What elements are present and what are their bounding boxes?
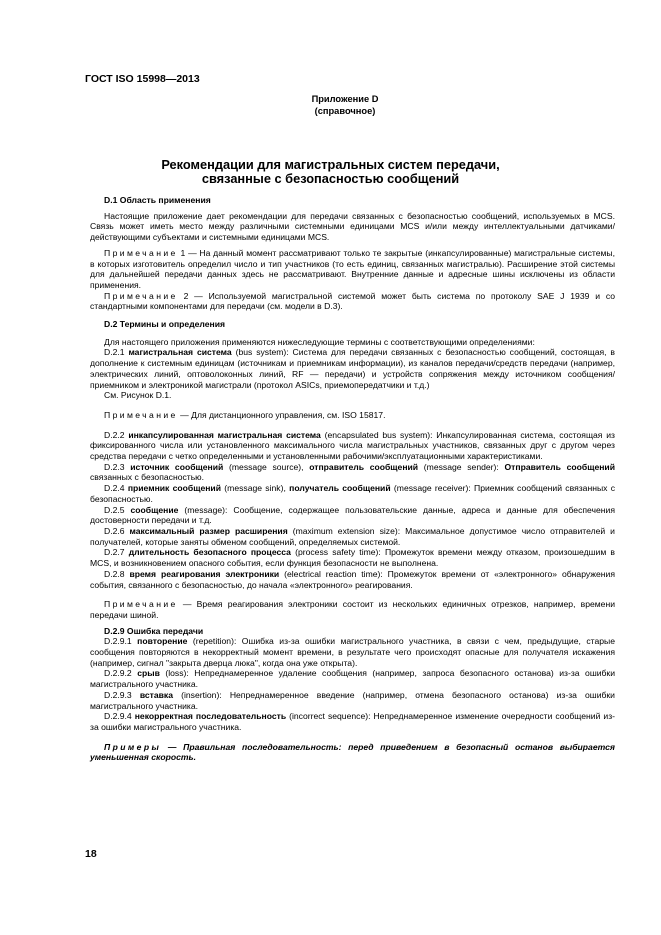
note-text: — Для дистанционного управления, см. ISO 15817. — [177, 409, 386, 420]
clause-number: D.2.9.3 — [104, 689, 140, 700]
note-text: — Время реагирования электроники состоит из нескольких единичных отрезков, например, времени передачи шиной. — [90, 599, 615, 620]
definition-text: (insertion): Непреднамеренное введение (например, отмена безопасного останова) из-за ошибки магистрального участника. — [90, 689, 615, 711]
page-number: 18 — [85, 848, 97, 860]
example-label: Примеры — [104, 741, 162, 752]
term-english: (message source), — [223, 461, 310, 472]
clause-number: D.2.9.4 — [104, 711, 135, 722]
note-3 — [90, 410, 615, 421]
definition-d2-9-3 — [90, 690, 615, 711]
annex-heading — [0, 93, 661, 117]
definition-d2-7 — [90, 547, 615, 568]
example-paragraph — [90, 742, 615, 763]
term: срыв — [137, 668, 160, 679]
definition-d2-1 — [90, 347, 615, 390]
definition-text: (repetition): Ошибка из-за ошибки магистрального участника, в связи с чем, предыдущие, старые сообщения повторяются в некорректный момент времени, в результате чего происходят опасные для получателя искажения (например, сигнал "закрыта дверца люка", когда она уже открыта). — [90, 636, 615, 668]
term-english: (message sender): — [418, 461, 505, 472]
term: магистральная система — [128, 347, 232, 358]
clause-number: D.2.3 — [104, 461, 131, 472]
definition-d2-9-1 — [90, 636, 615, 668]
page-title-line-2: связанные с безопасностью сообщений — [201, 171, 460, 186]
note-4 — [90, 599, 615, 620]
definition-d2-9-4 — [90, 711, 615, 732]
clause-number: D.2.9.1 — [104, 636, 138, 647]
term: некорректная последовательность — [134, 711, 287, 722]
definition-text: (encapsulated bus system): Инкапсулированная система, состоящая из фиксированного числа или установленного максимального числа магистральных участников, связанных друг с другом через средства передачи с четко определенными и установленными рабочими/эксплуатационными характеристиками. — [90, 429, 615, 462]
note-label: Примечание — [104, 290, 178, 301]
term: время реагирования электроники — [129, 568, 280, 579]
definition-text: (maximum extension size): Максимальное допустимое число отправителей и получателей, которые заняты обменом сообщений, определяемых системой. — [90, 525, 615, 547]
note-text: 1 — На данный момент рассматривают только те закрытые (инкапсулированные) магистральные системы, в которых изготовитель определил число и тип участников (то есть единиц, связанных магистралью). Расширение этой системы для дальнейшей передачи данных здесь не рассматривают. Внутренние данные и адресные шины исключены из области применения. — [90, 247, 615, 290]
note-label: Примечание — [104, 409, 178, 420]
term: вставка — [139, 689, 174, 700]
term-english: (message sink), — [221, 483, 290, 494]
definition-text: связанных с безопасностью. — [90, 472, 205, 483]
section-heading-d1: D.1 Область применения — [104, 195, 211, 205]
definition-d2-5 — [90, 505, 615, 526]
term: источник сообщений — [130, 461, 224, 472]
definition-d2-6 — [90, 526, 615, 547]
note-1 — [90, 248, 615, 291]
page-title — [0, 158, 661, 186]
definition-d2-2 — [90, 430, 615, 462]
definition-text: (message): Сообщение, содержащее пользовательские данные, адреса и данные для обеспечения достоверности передачи и т.д. — [90, 504, 615, 526]
term-emphasis: Отправитель сообщений — [504, 461, 615, 472]
annex-title: Приложение D — [311, 94, 379, 104]
section-heading-d2-9: D.2.9 Ошибка передачи — [104, 625, 204, 636]
definition-d2-4 — [90, 483, 615, 504]
term: приемник сообщений — [127, 483, 222, 494]
section-heading-d2: D.2 Термины и определения — [104, 319, 226, 330]
document-body — [90, 195, 615, 763]
note-2 — [90, 291, 615, 312]
clause-number: D.2.4 — [104, 483, 128, 494]
clause-number: D.2.1 — [104, 347, 129, 358]
clause-number: D.2.8 — [104, 568, 130, 579]
definition-text: (message receiver): Приемник сообщений связанных с безопасностью. — [90, 483, 615, 504]
clause-number: D.2.6 — [104, 525, 130, 536]
clause-number: D.2.9.2 — [104, 668, 138, 679]
definition-d2-3 — [90, 462, 615, 483]
definition-text: (bus system): Система для передачи связанных с безопасностью сообщений, состоящая, в дополнение к системным единицам (источникам и приемникам информации), из каналов передачи/средств передачи (например, электрических линий, оптоволоконных линий, RF — передачи) и устройств сопряжения между источником сообщения/приемником и электроникой магистрали (протокол ASICs, приемопередатчики и т.д.) — [90, 347, 616, 390]
term: инкапсулированная магистральная система — [128, 429, 321, 440]
page-title-line-1: Рекомендации для магистральных систем передачи, — [161, 157, 500, 172]
example-text: — Правильная последовательность: перед приведением в безопасный останов выбирается уменьшенная скорость. — [90, 741, 615, 763]
definition-text: (electrical reaction time): Промежуток времени от «электронного» обнаружения события, связанного с безопасностью, до начала «электронного» реагирования. — [90, 568, 615, 590]
clause-number: D.2.7 — [104, 547, 129, 558]
definition-text: (process safety time): Промежуток времени между отказом, произошедшим в MCS, и возникновением опасного события, если функция безопасности не выполнена. — [90, 547, 615, 569]
paragraph-d2-intro: Для настоящего приложения применяются нижеследующие термины с соответствующими определениями: — [104, 336, 535, 347]
term: повторение — [137, 636, 188, 647]
definition-d2-9-2 — [90, 668, 615, 689]
term: длительность безопасного процесса — [128, 547, 291, 558]
note-label: Примечание — [104, 599, 178, 610]
paragraph-d1-scope: Настоящие приложение дает рекомендации для передачи связанных с безопасностью сообщений, используемых в MCS. Связь может иметь место между различными системными единицами MCS и/или между интеллектуальными датчиками/ действующими субъектами и системными единицами MCS. — [90, 210, 615, 243]
definition-d2-8 — [90, 569, 615, 590]
definition-text: (incorrect sequence): Непреднамеренное изменение очередности сообщений из-за ошибки магистрального участника. — [90, 711, 615, 732]
term-synonym: отправитель сообщений — [309, 461, 419, 472]
note-label: Примечание — [104, 247, 178, 258]
see-figure-reference: См. Рисунок D.1. — [104, 390, 172, 401]
note-text: 2 — Используемой магистральной системой может быть система по протоколу SAE J 1939 и со стандартными компонентами для передачи (см. модели в D.3). — [90, 290, 615, 312]
term: сообщение — [130, 504, 179, 515]
clause-number: D.2.5 — [104, 504, 131, 515]
term-synonym: получатель сообщений — [289, 483, 391, 494]
annex-type: (справочное) — [314, 106, 376, 116]
standard-header: ГОСТ ISO 15998—2013 — [85, 73, 200, 85]
definition-text: (loss): Непреднамеренное удаление сообщения (например, запроса безопасного останова) из-за ошибки магистрального участника. — [90, 668, 615, 690]
term: максимальный размер расширения — [129, 525, 288, 536]
clause-number: D.2.2 — [104, 429, 129, 440]
